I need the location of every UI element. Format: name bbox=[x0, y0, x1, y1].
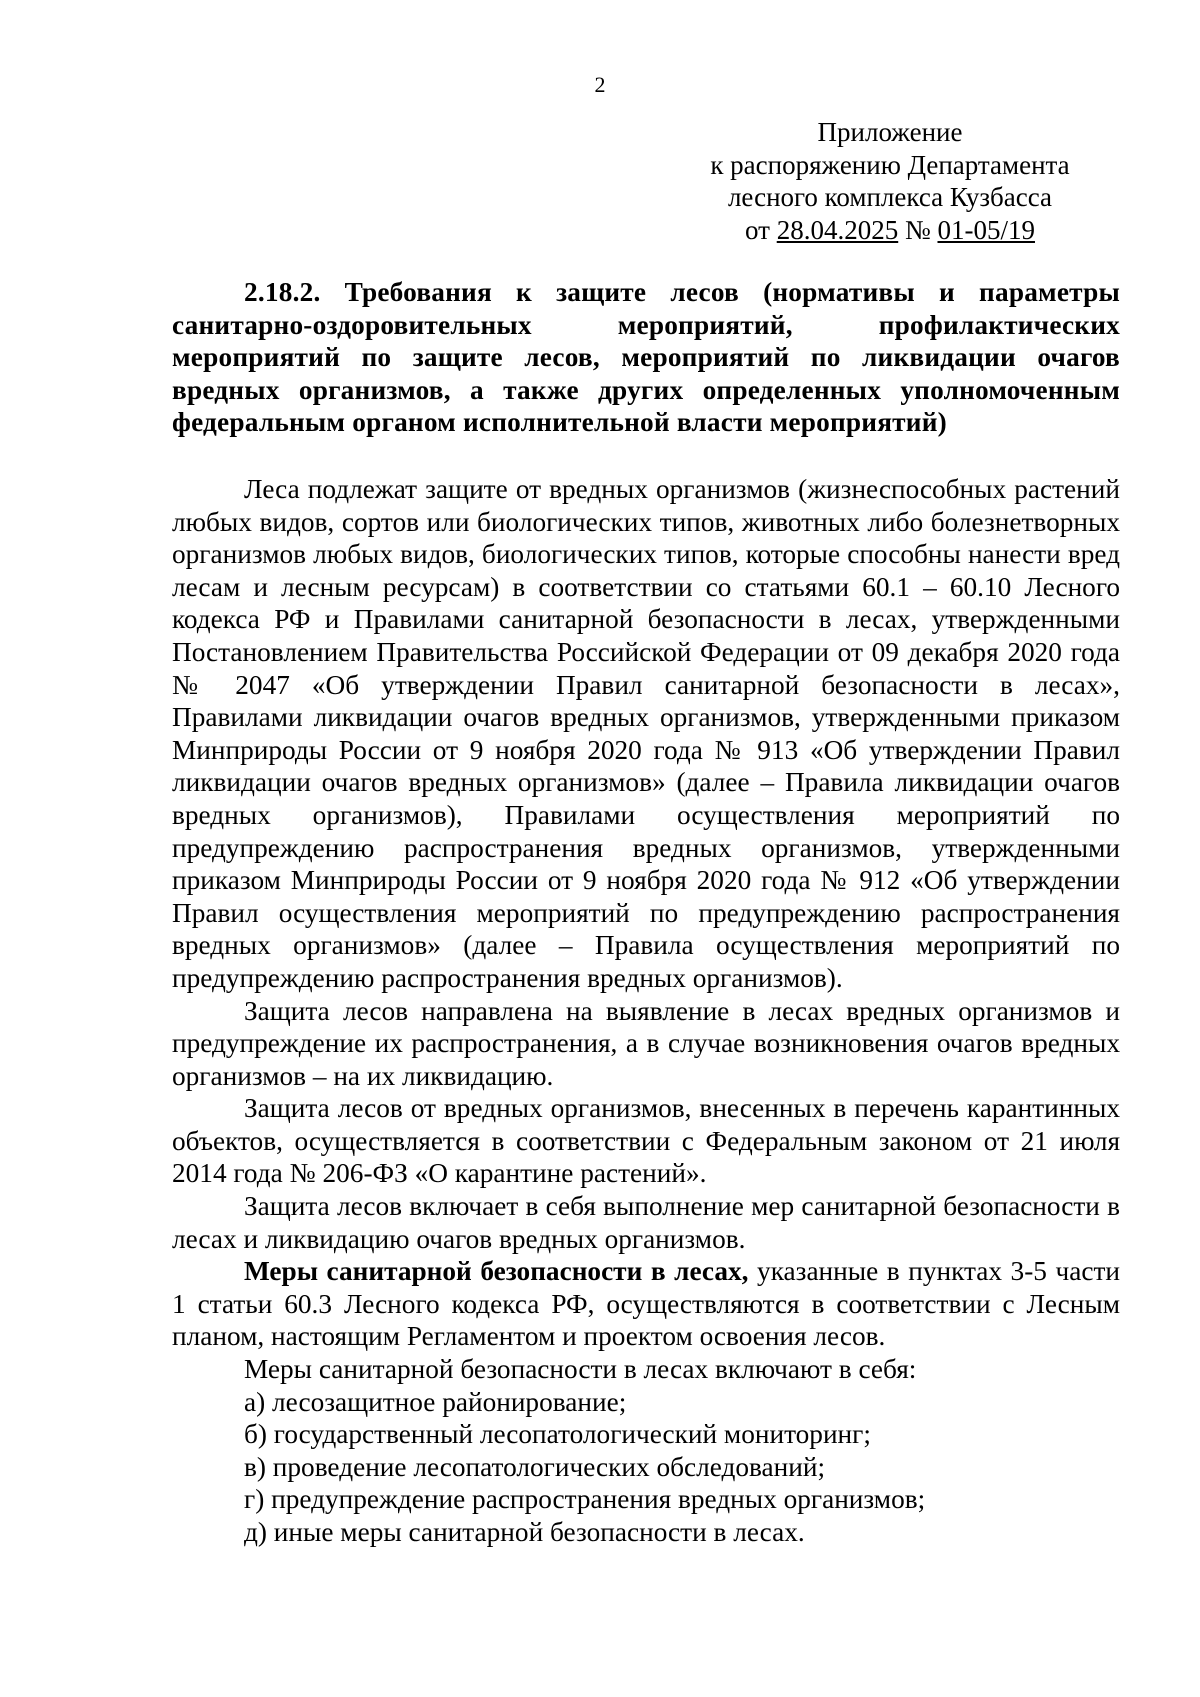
order-number: 01-05/19 bbox=[937, 214, 1035, 245]
paragraph-quarantine: Защита лесов от вредных организмов, внесенных в перечень карантинных объектов, осуществляется в соответствии с Федеральным законом от 21 июля 2014 года № 206-ФЗ «О карантине растений». bbox=[172, 1093, 1120, 1189]
section-heading: 2.18.2. Требования к защите лесов (нормативы и параметры санитарно-оздоровительных мероприятий, профилактических мероприятий по защите лесов, мероприятий по ликвидации очагов вредных организмов, а также других определенных уполномоченным федеральным органом исполнительной власти мероприятий) bbox=[172, 277, 1120, 438]
document-body bbox=[172, 473, 1120, 1549]
appendix-block bbox=[660, 116, 1120, 246]
from-label: от bbox=[745, 214, 770, 245]
sanitary-measures-bold: Меры санитарной безопасности в лесах, bbox=[244, 1256, 749, 1287]
list-item: в) проведение лесопатологических обследований; bbox=[244, 1451, 826, 1482]
order-date: 28.04.2025 bbox=[776, 214, 899, 245]
sanitary-measures-text: указанные в пунктах 3-5 части 1 статьи 60.3 Лесного кодекса РФ, осуществляются в соответствии с Лесным планом, настоящим Регламентом и проектом освоения лесов. bbox=[172, 1256, 1120, 1352]
paragraph-protection-scope: Защита лесов включает в себя выполнение мер санитарной безопасности в лесах и ликвидацию очагов вредных организмов. bbox=[172, 1191, 1120, 1254]
paragraph-forest-protection: Леса подлежат защите от вредных организмов (жизнеспособных растений любых видов, сортов или биологических типов, животных либо болезнетворных организмов любых видов, биологических типов, которые способны нанести вред лесам и лесным ресурсам) в соответствии со статьями 60.1 – 60.10 Лесного кодекса РФ и Правилами санитарной безопасности в лесах, утвержденными Постановлением Правительства Российской Федерации от 09 декабря 2020 года № 2047 «Об утверждении Правил санитарной безопасности в лесах», Правилами ликвидации очагов вредных организмов, утвержденными приказом Минприроды России от 9 ноября 2020 года № 913 «Об утверждении Правил ликвидации очагов вредных организмов» (далее – Правила ликвидации очагов вредных организмов), Правилами осуществления мероприятий по предупреждению распространения вредных организмов, утвержденными приказом Минприроды России от 9 ноября 2020 года № 912 «Об утверждении Правил осуществления мероприятий по предупреждению распространения вредных организмов» (далее – Правила осуществления мероприятий по предупреждению распространения вредных организмов). bbox=[172, 474, 1120, 993]
page-number: 2 bbox=[594, 72, 606, 97]
paragraph-measures-intro: Меры санитарной безопасности в лесах включают в себя: bbox=[244, 1354, 917, 1385]
appendix-title: Приложение bbox=[817, 117, 963, 147]
appendix-date-line bbox=[660, 214, 1120, 247]
appendix-line-department: лесного комплекса Кузбасса bbox=[727, 182, 1053, 212]
paragraph-protection-purpose: Защита лесов направлена на выявление в лесах вредных организмов и предупреждение их распространения, а в случае возникновения очагов вредных организмов – на их ликвидацию. bbox=[172, 995, 1120, 1091]
list-item: г) предупреждение распространения вредных организмов; bbox=[244, 1484, 926, 1515]
paragraph-sanitary-measures bbox=[172, 1255, 1120, 1353]
appendix-line-order: к распоряжению Департамента bbox=[710, 149, 1070, 180]
list-item: а) лесозащитное районирование; bbox=[244, 1386, 627, 1417]
number-sign: № bbox=[904, 214, 931, 245]
list-item: д) иные меры санитарной безопасности в лесах. bbox=[244, 1517, 805, 1547]
list-item: б) государственный лесопатологический мониторинг; bbox=[244, 1419, 871, 1450]
